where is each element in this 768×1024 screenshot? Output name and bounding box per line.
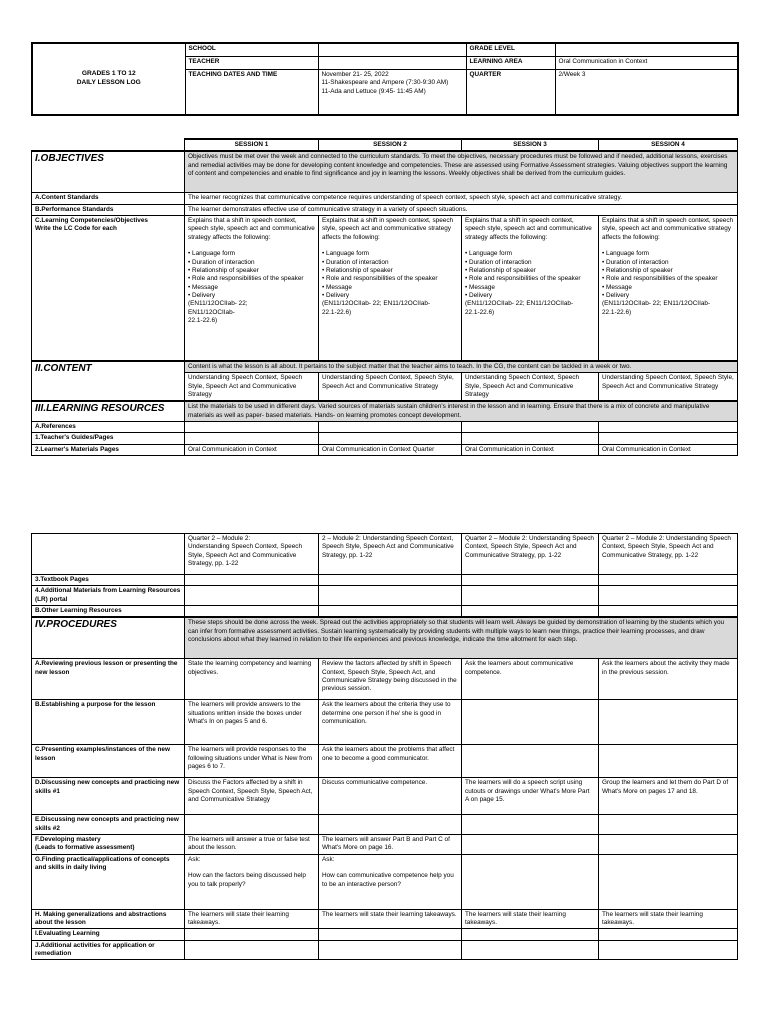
teachers-guides-session-2[interactable] xyxy=(319,433,462,444)
textbook-session-4[interactable] xyxy=(599,575,738,586)
procedure-cell[interactable]: Discuss communicative competence. xyxy=(319,778,462,815)
competency-session-3[interactable]: Explains that a shift in speech context, speech style, speech act and communicative strategy affects the following: • Language form • Duration of interaction • Relationship of speaker • Role and responsibilities of the speaker • Message • Delivery (EN11/12OCIIab- 22; EN11/12OCIIab- 22.1-22.6) xyxy=(462,215,599,361)
procedure-cell[interactable] xyxy=(462,834,599,854)
procedure-label: E.Discussing new concepts and practicing new skills #2 xyxy=(32,815,185,835)
procedure-cell[interactable] xyxy=(319,815,462,835)
content-session-1[interactable]: Understanding Speech Context, Speech Style, Speech Act and Communicative Strategy xyxy=(185,373,319,401)
procedure-cell[interactable]: Review the factors affected by shift in Speech Context, Speech Style, Speech Act, and Communicative Strategy being discussed in the previous session. xyxy=(319,659,462,700)
additional-session-2[interactable] xyxy=(319,586,462,606)
procedure-cell[interactable] xyxy=(462,929,599,940)
lesson-log-table-2 xyxy=(31,533,738,960)
procedure-label: G.Finding practical/applications of concepts and skills in daily living xyxy=(32,854,185,909)
learners-materials-cont-session-1[interactable]: Quarter 2 – Module 2: Understanding Speech Context, Speech Style, Speech Act and Communicative Strategy, pp. 1-22 xyxy=(185,534,319,575)
procedure-cell[interactable]: Ask the learners about the activity they made in the previous session. xyxy=(599,659,738,700)
grade-level-value[interactable] xyxy=(555,43,738,57)
learners-materials-cont-session-2[interactable]: 2 – Module 2: Understanding Speech Context, Speech Style, Speech Act and Communicative Strategy, pp. 1-22 xyxy=(319,534,462,575)
learners-materials-session-1[interactable]: Oral Communication in Context xyxy=(185,444,319,455)
objectives-title: I.OBJECTIVES xyxy=(32,151,185,193)
competencies-label: C.Learning Competencies/Objectives Write the LC Code for each xyxy=(32,215,185,361)
references-label: A.References xyxy=(32,421,185,432)
blank-cell xyxy=(32,139,185,151)
learners-materials-cont-session-4[interactable]: Quarter 2 – Module 2: Understanding Speech Context, Speech Style, Speech Act and Communicative Strategy, pp. 1-22 xyxy=(599,534,738,575)
procedure-cell[interactable]: Ask the learners about communicative competence. xyxy=(462,659,599,700)
teachers-guides-session-3[interactable] xyxy=(462,433,599,444)
other-session-2[interactable] xyxy=(319,605,462,617)
competency-session-4[interactable]: Explains that a shift in speech context, speech style, speech act and communicative strategy affects the following: • Language form • Duration of interaction • Relationship of speaker • Role and responsibilities of the speaker • Message • Delivery (EN11/12OCIIab- 22; EN11/12OCIIab- 22.1-22.6) xyxy=(599,215,738,361)
procedure-cell[interactable]: The learners will state their learning takeaways. xyxy=(599,909,738,929)
header-table xyxy=(31,42,739,116)
procedure-label: D.Discussing new concepts and practicing new skills #1 xyxy=(32,778,185,815)
procedure-label: A.Reviewing previous lesson or presenting the new lesson xyxy=(32,659,185,700)
procedure-cell[interactable]: Ask the learners about the problems that affect one to become a good communicator. xyxy=(319,745,462,778)
procedure-label: J.Additional activities for application or remediation xyxy=(32,940,185,960)
references-session-4[interactable] xyxy=(599,421,738,432)
procedure-cell[interactable]: Ask: How can the factors being discussed help you to talk properly? xyxy=(185,854,319,909)
other-session-1[interactable] xyxy=(185,605,319,617)
school-label: SCHOOL xyxy=(185,43,318,57)
procedure-cell[interactable]: The learners will answer a true or false test about the lesson. xyxy=(185,834,319,854)
content-session-3[interactable]: Understanding Speech Context, Speech Style, Speech Act and Communicative Strategy xyxy=(462,373,599,401)
textbook-session-3[interactable] xyxy=(462,575,599,586)
procedure-cell[interactable] xyxy=(462,940,599,960)
procedure-cell[interactable] xyxy=(462,745,599,778)
procedure-label: H. Making generalizations and abstractions about the lesson xyxy=(32,909,185,929)
procedure-cell[interactable]: The learners will provide responses to the following situations under What is New from pages 6 to 7. xyxy=(185,745,319,778)
grades-line2: DAILY LESSON LOG xyxy=(76,79,141,86)
learners-materials-cont-session-3[interactable]: Quarter 2 – Module 2: Understanding Speech Context, Speech Style, Speech Act and Communicative Strategy, pp. 1-22 xyxy=(462,534,599,575)
procedure-cell[interactable]: The learners will state their learning takeaways. xyxy=(319,909,462,929)
references-session-2[interactable] xyxy=(319,421,462,432)
procedure-cell[interactable]: The learners will state their learning takeaways. xyxy=(185,909,319,929)
procedure-cell[interactable] xyxy=(599,815,738,835)
procedure-cell[interactable] xyxy=(462,700,599,745)
performance-standards-label: B.Performance Standards xyxy=(32,204,185,215)
resources-note: List the materials to be used in different days. Varied sources of materials sustain children's interest in the lesson and in learning. Ensure that there is a mix of concrete and manipulative materials as well as paper- based materials. Hands- on learning promotes concept development. xyxy=(185,401,738,421)
procedure-cell[interactable] xyxy=(599,854,738,909)
procedure-cell[interactable] xyxy=(185,929,319,940)
content-session-4[interactable]: Understanding Speech Context, Speech Style, Speech Act and Communicative Strategy xyxy=(599,373,738,401)
procedure-cell[interactable]: Ask: How can communicative competence help you to be an interactive person? xyxy=(319,854,462,909)
quarter-value[interactable]: 2/Week 3 xyxy=(555,70,738,116)
content-standards-text[interactable]: The learner recognizes that communicative competence requires understanding of speech context, speech style, speech act and communicative strategy. xyxy=(185,193,738,204)
session-2-header: SESSION 2 xyxy=(319,139,462,151)
session-4-header: SESSION 4 xyxy=(599,139,738,151)
procedure-cell[interactable]: The learners will provide answers to the situations written inside the boxes under What's In on pages 5 and 6. xyxy=(185,700,319,745)
references-session-3[interactable] xyxy=(462,421,599,432)
teachers-guides-session-1[interactable] xyxy=(185,433,319,444)
procedure-cell[interactable]: State the learning competency and learning objectives. xyxy=(185,659,319,700)
learners-materials-session-3[interactable]: Oral Communication in Context xyxy=(462,444,599,455)
procedures-note: These steps should be done across the week. Spread out the activities appropriately so that students will learn well. Always be guided by demonstration of learning by the students which you can infer from formative assessment activities. Sustain learning systematically by providing students with multiple ways to learn new things, practice their learning processes, and draw conclusions about what they learned in relation to their life experiences and previous knowledge, indicate the time allotment for each step. xyxy=(185,617,738,659)
procedure-cell[interactable]: Group the learners and let them do Part D of What's More on pages 17 and 18. xyxy=(599,778,738,815)
content-note: Content is what the lesson is all about. It pertains to the subject matter that the teacher aims to teach. In the CG, the content can be tackled in a week or two. xyxy=(185,361,738,373)
textbook-session-1[interactable] xyxy=(185,575,319,586)
procedure-cell[interactable] xyxy=(462,854,599,909)
objectives-note: Objectives must be met over the week and connected to the curriculum standards. To meet the objectives, necessary procedures must be followed and if needed, additional lessons, exercises and remedial activities may be done for developing content knowledge and competencies. These are assessed using Formative Assessment strategies. Valuing objectives support the learning of content and competencies and enable to find significance and joy in learning the lessons. Weekly objectives shall be derived from the curriculum guides. xyxy=(185,151,738,193)
session-3-header: SESSION 3 xyxy=(462,139,599,151)
additional-materials-label: 4.Additional Materials from Learning Resources (LR) portal xyxy=(32,586,185,606)
teachers-guides-label: 1.Teacher's Guides/Pages xyxy=(32,433,185,444)
procedure-cell[interactable] xyxy=(599,745,738,778)
performance-standards-text[interactable]: The learner demonstrates effective use of communicative strategy in a variety of speech situations. xyxy=(185,204,738,215)
procedure-cell[interactable] xyxy=(599,700,738,745)
additional-session-3[interactable] xyxy=(462,586,599,606)
procedure-cell[interactable]: Discuss the Factors affected by a shift in Speech Context, Speech Style, Speech Act, and Communicative Strategy xyxy=(185,778,319,815)
resources-title: III.LEARNING RESOURCES xyxy=(32,401,185,421)
teacher-value[interactable] xyxy=(318,57,466,70)
procedure-cell[interactable] xyxy=(599,834,738,854)
textbook-session-2[interactable] xyxy=(319,575,462,586)
learners-materials-session-4[interactable]: Oral Communication in Context xyxy=(599,444,738,455)
content-session-2[interactable]: Understanding Speech Context, Speech Style, Speech Act and Communicative Strategy xyxy=(319,373,462,401)
learners-materials-cont-label xyxy=(32,534,185,575)
procedures-title: IV.PROCEDURES xyxy=(32,617,185,659)
grades-line1: GRADES 1 TO 12 xyxy=(81,70,136,78)
procedure-cell[interactable] xyxy=(599,940,738,960)
learners-materials-session-2[interactable]: Oral Communication in Context Quarter xyxy=(319,444,462,455)
session-1-header: SESSION 1 xyxy=(185,139,319,151)
procedure-cell[interactable]: The learners will answer Part B and Part C of What's More on page 16. xyxy=(319,834,462,854)
procedure-cell[interactable]: Ask the learners about the criteria they use to determine one person if he/ she is good in communication. xyxy=(319,700,462,745)
procedure-cell[interactable] xyxy=(599,929,738,940)
learners-materials-label: 2.Learner's Materials Pages xyxy=(32,444,185,455)
procedure-label: C.Presenting examples/instances of the new lesson xyxy=(32,745,185,778)
grade-level-label: GRADE LEVEL xyxy=(466,43,555,57)
teacher-label: TEACHER xyxy=(185,57,318,70)
references-session-1[interactable] xyxy=(185,421,319,432)
school-value[interactable] xyxy=(318,43,466,57)
procedure-cell[interactable] xyxy=(319,940,462,960)
content-title: II.CONTENT xyxy=(32,361,185,401)
procedure-label: F.Developing mastery (Leads to formative assessment) xyxy=(32,834,185,854)
additional-session-1[interactable] xyxy=(185,586,319,606)
competency-session-2[interactable]: Explains that a shift in speech context, speech style, speech act and communicative strategy affects the following: • Language form • Duration of interaction • Relationship of speaker • Role and responsibilities of the speaker • Message • Delivery (EN11/12OCIIab- 22; EN11/12OCIIab- 22.1-22.6) xyxy=(319,215,462,361)
content-standards-label: A.Content Standards xyxy=(32,193,185,204)
procedure-label: I.Evaluating Learning xyxy=(32,929,185,940)
dates-value[interactable]: November 21- 25, 2022 11-Shakespeare and Ampere (7:30-9:30 AM) 11-Ada and Lettuce (9:45- 11:45 AM) xyxy=(318,70,466,116)
quarter-label: QUARTER xyxy=(466,70,555,116)
other-session-4[interactable] xyxy=(599,605,738,617)
procedure-cell[interactable]: The learners will do a speech script using cutouts or drawings under What's More Part A on page 15. xyxy=(462,778,599,815)
lesson-log-table-1 xyxy=(31,138,738,456)
other-resources-label: B.Other Learning Resources xyxy=(32,605,185,617)
learning-area-label: LEARNING AREA xyxy=(466,57,555,70)
textbook-label: 3.Textbook Pages xyxy=(32,575,185,586)
procedure-cell[interactable] xyxy=(185,940,319,960)
learning-area-value[interactable]: Oral Communication in Context xyxy=(555,57,738,70)
additional-session-4[interactable] xyxy=(599,586,738,606)
dates-label: TEACHING DATES AND TIME xyxy=(185,70,318,116)
competency-session-1[interactable]: Explains that a shift in speech context, speech style, speech act and communicative strategy affects the following: • Language form • Duration of interaction • Relationship of speaker • Role and responsibilities of the speaker • Message • Delivery (EN11/12OCIIab- 22; EN11/12OCIIab- 22.1-22.6) xyxy=(185,215,319,361)
procedure-label: B.Establishing a purpose for the lesson xyxy=(32,700,185,745)
procedure-cell[interactable]: The learners will state their learning takeaways. xyxy=(462,909,599,929)
other-session-3[interactable] xyxy=(462,605,599,617)
teachers-guides-session-4[interactable] xyxy=(599,433,738,444)
procedure-cell[interactable] xyxy=(185,815,319,835)
grades-title xyxy=(32,43,185,115)
procedure-cell[interactable] xyxy=(462,815,599,835)
procedure-cell[interactable] xyxy=(319,929,462,940)
